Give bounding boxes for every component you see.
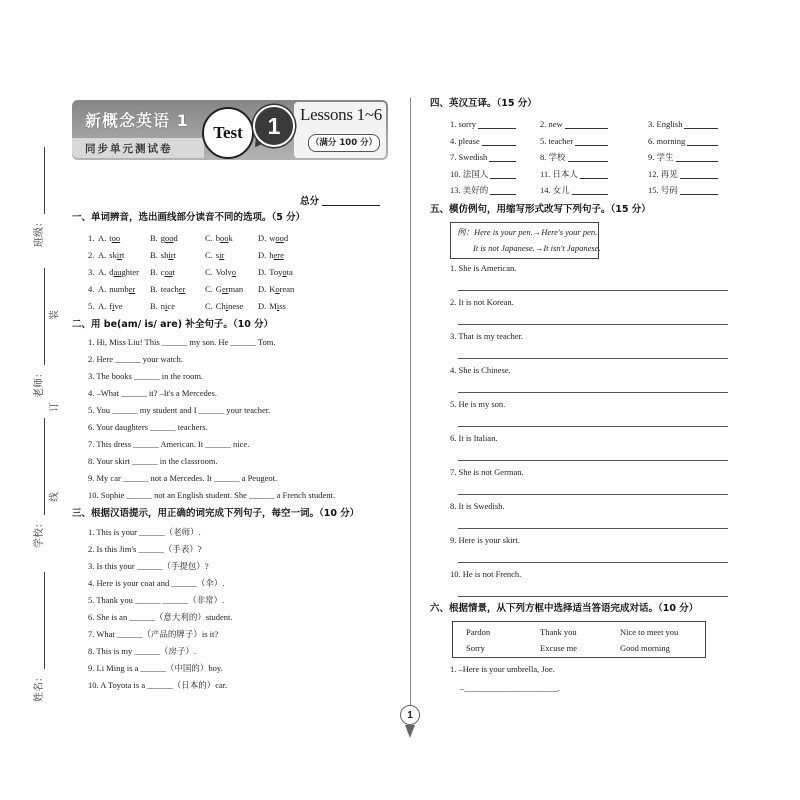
choice-word-end: t: [172, 267, 175, 277]
choice-word-start: c: [160, 267, 165, 277]
underlined-letters: ir: [168, 250, 174, 260]
translation-prompt: 12. 再见: [648, 168, 678, 179]
rewrite-item: [450, 294, 728, 328]
section-6-answer-box: [452, 621, 706, 658]
page-number: 1: [400, 705, 420, 725]
answer-blank: [489, 150, 516, 162]
translation-item: [648, 182, 718, 198]
section-5-example-box: [450, 222, 599, 259]
answer-blank: [580, 167, 608, 179]
question-item: 1. Hi, Miss Liu! This ______ my son. He ______ Tom.: [88, 337, 276, 347]
rewrite-item: [450, 498, 728, 532]
answer-line: [458, 528, 728, 529]
choice-word-end: d: [173, 233, 178, 243]
question-number: 2.: [88, 250, 95, 260]
translation-item: [450, 166, 516, 182]
phonics-row: [72, 230, 388, 247]
choice-word-start: G: [215, 284, 222, 294]
underlined-letters: i: [112, 301, 115, 311]
question-item: 6. Your daughters ______ teachers.: [88, 422, 208, 432]
choice-letter: B.: [150, 301, 158, 311]
choice-word-start: n: [160, 301, 166, 311]
underlined-letters: er: [221, 284, 229, 294]
rewrite-sentence: 5. He is my son.: [450, 399, 506, 409]
answer-blank: [572, 183, 608, 195]
choice-option: [98, 264, 139, 281]
total-score-label: 总分: [300, 196, 320, 207]
school-label: 学校：: [34, 518, 45, 548]
choice-option: [205, 264, 236, 281]
question-item: 8. Your skirt ______ in the classroom.: [88, 456, 218, 466]
section-3-questions: [88, 524, 233, 694]
section-5-questions: [450, 260, 728, 600]
choice-letter: A.: [98, 233, 107, 243]
answer-option: Sorry: [466, 643, 485, 653]
translation-prompt: 9. 学生: [648, 152, 674, 162]
question-item: 7. This dress ______ American. It ______ nice.: [88, 439, 250, 449]
answer-blank: [680, 183, 718, 195]
choice-option: [98, 247, 124, 264]
question-item: 10. A Toyota is a ______（日本的）car.: [88, 680, 228, 690]
question-item: 6. She is an ______（意大利的）student.: [88, 612, 233, 622]
binding-mark-ding: 订: [49, 402, 60, 412]
choice-option: [150, 264, 175, 281]
name-line: [34, 572, 45, 669]
translation-item: [450, 133, 516, 149]
rewrite-item: [450, 464, 728, 498]
choice-word-start: s: [215, 250, 220, 260]
answer-blank: [478, 117, 516, 129]
answer-blank: [684, 117, 718, 129]
underlined-letters: oa: [164, 267, 173, 277]
answer-line: [458, 562, 728, 563]
title-banner: [72, 100, 388, 160]
choice-letter: D.: [258, 250, 267, 260]
answer-option: Thank you: [540, 627, 577, 637]
answer-line: [458, 426, 728, 427]
test-badge: Test: [202, 107, 254, 159]
question-item: 1. This is your ______（老师）.: [88, 527, 201, 537]
choice-option: [150, 247, 176, 264]
choice-option: [98, 230, 120, 247]
section-1-questions: [72, 230, 388, 315]
question-item: 9. Li Ming is a ______（中国的）boy.: [88, 663, 223, 673]
answer-line: [458, 358, 728, 359]
choice-option: [258, 230, 288, 247]
choice-letter: C.: [205, 284, 213, 294]
choice-word-end: ghter: [121, 267, 140, 277]
translation-item: [540, 149, 608, 165]
rewrite-item: [450, 328, 728, 362]
underlined-letters: i: [276, 301, 280, 311]
underlined-letters: o: [275, 284, 280, 294]
translation-item: [648, 116, 718, 132]
teacher-line: [34, 268, 45, 365]
rewrite-item: [450, 362, 728, 396]
rewrite-sentence: 8. It is Swedish.: [450, 501, 505, 511]
underlined-letters: i: [225, 301, 229, 311]
rewrite-sentence: 3. That is my teacher.: [450, 331, 524, 341]
translation-item: [450, 149, 516, 165]
choice-word-end: k: [228, 233, 233, 243]
underlined-letters: ir: [116, 250, 123, 260]
answer-blank: [490, 167, 516, 179]
translation-item: [450, 182, 516, 198]
choice-word-start: numb: [109, 284, 129, 294]
choice-option: [258, 298, 286, 315]
choice-word-end: rean: [279, 284, 295, 294]
rewrite-sentence: 2. It is not Korean.: [450, 297, 514, 307]
question-item: 3. Is this your ______（手提包）?: [88, 561, 209, 571]
rewrite-sentence: 1. She is American.: [450, 263, 517, 273]
choice-option: [98, 281, 135, 298]
choice-letter: B.: [150, 267, 158, 277]
class-line: [34, 147, 45, 214]
answer-line: [458, 392, 728, 393]
translation-item: [540, 133, 608, 149]
choice-word-start: teach: [160, 284, 179, 294]
answer-option: Nice to meet you: [620, 627, 679, 637]
phonics-row: [72, 247, 388, 264]
binding-mark-zhuang: 装: [49, 310, 60, 320]
section-2-title: 二、用 be(am/ is/ are) 补全句子。（10 分）: [72, 319, 274, 330]
choice-word-start: w: [269, 233, 276, 243]
page-pin-icon: [405, 725, 415, 738]
choice-option: [205, 298, 243, 315]
rewrite-sentence: 4. She is Chinese.: [450, 365, 511, 375]
choice-option: [258, 264, 293, 281]
phonics-row: [72, 281, 388, 298]
choice-word-start: d: [109, 267, 114, 277]
translation-prompt: 1. sorry: [450, 119, 476, 129]
answer-line: [458, 290, 728, 291]
choice-word-end: ve: [114, 301, 123, 311]
phonics-row: [72, 298, 388, 315]
question-item: 4. –What ______ it? –It's a Mercedes.: [88, 388, 217, 398]
class-label: 班级：: [34, 217, 45, 247]
teacher-field: [31, 268, 45, 398]
choice-letter: A.: [98, 267, 107, 277]
column-divider: [410, 98, 411, 706]
answer-blank: [575, 134, 608, 146]
rewrite-sentence: 6. It is Italian.: [450, 433, 498, 443]
choice-letter: C.: [205, 233, 213, 243]
section-5-title: 五、模仿例句，用缩写形式改写下列句子。（15 分）: [430, 204, 651, 215]
translation-item: [540, 182, 608, 198]
question-number: 3.: [88, 267, 95, 277]
section-6-title: 六、根据情景，从下列方框中选择适当答语完成对话。（10 分）: [430, 603, 699, 614]
translation-prompt: 10. 法国人: [450, 168, 489, 179]
question-item: 8. This is my ______（房子）.: [88, 646, 196, 656]
dialog-line-1: 1. –Here is your umbrella, Joe.: [450, 664, 555, 674]
underlined-letters: au: [113, 267, 122, 277]
section-4-title: 四、英汉互译。（15 分）: [430, 98, 537, 109]
choice-letter: A.: [98, 250, 107, 260]
choice-word-start: Volv: [215, 267, 232, 277]
choice-letter: B.: [150, 250, 158, 260]
question-item: 5. Thank you ______ ______（非常）.: [88, 595, 225, 605]
choice-letter: B.: [150, 233, 158, 243]
choice-option: [205, 281, 243, 298]
dialog-line-2: –______________________.: [460, 683, 560, 693]
choice-word-start: b: [215, 233, 221, 243]
translation-item: [450, 116, 516, 132]
answer-blank: [687, 134, 718, 146]
choice-word-end: ta: [286, 267, 293, 277]
question-number: 1.: [88, 233, 95, 243]
choice-letter: D.: [258, 267, 267, 277]
choice-option: [258, 281, 294, 298]
teacher-label: 老师：: [34, 368, 45, 398]
choice-option: [150, 298, 175, 315]
section-2-questions: [88, 334, 335, 504]
translation-prompt: 8. 学校: [540, 152, 566, 162]
translation-item: [648, 133, 718, 149]
choice-word-end: t: [122, 250, 125, 260]
translation-prompt: 3. English: [648, 119, 683, 129]
choice-word-end: d: [283, 233, 289, 243]
choice-word-start: Ch: [215, 301, 226, 311]
underlined-letters: oo: [111, 233, 121, 243]
series-title: 新概念英语 1: [85, 111, 189, 130]
choice-word-start: Toy: [269, 267, 283, 277]
underlined-letters: o: [282, 267, 287, 277]
choice-word-end: t: [173, 250, 176, 260]
choice-letter: D.: [258, 284, 267, 294]
translation-item: [540, 166, 608, 182]
question-item: 10. Sophie ______ not an English student. She ______ a French student.: [88, 490, 335, 500]
example-line-1: 例：Here is your pen.→Here's your pen.: [457, 227, 598, 237]
name-field: [31, 572, 45, 702]
full-score-badge: （满分 100 分）: [308, 134, 380, 152]
translation-prompt: 13. 美好的: [450, 185, 489, 195]
underlined-letters: er: [178, 284, 186, 294]
choice-letter: A.: [98, 284, 107, 294]
rewrite-item: [450, 260, 728, 294]
underlined-letters: i: [165, 301, 168, 311]
rewrite-item: [450, 396, 728, 430]
class-field: [31, 147, 45, 247]
question-item: 2. Is this Jim's ______（手表）?: [88, 544, 202, 554]
answer-blank: [676, 150, 718, 162]
translation-item: [540, 116, 608, 132]
choice-letter: D.: [258, 301, 267, 311]
answer-blank: [680, 167, 718, 179]
underlined-letters: er: [128, 284, 136, 294]
question-number: 5.: [88, 301, 95, 311]
series-subtitle: 同步单元测试卷: [85, 143, 173, 155]
choice-letter: C.: [205, 301, 213, 311]
section-1-title: 一、单词辨音，选出画线部分读音不同的选项。（5 分）: [72, 212, 306, 223]
choice-option: [150, 281, 185, 298]
lessons-range: Lessons 1~6: [300, 105, 382, 124]
question-item: 3. The books ______ in the room.: [88, 371, 204, 381]
choice-word-start: sh: [160, 250, 169, 260]
test-number-badge: 1: [253, 105, 295, 147]
choice-option: [205, 247, 224, 264]
choice-word-start: M: [269, 301, 277, 311]
rewrite-item: [450, 532, 728, 566]
example-line-2: It is not Japanese.→It isn't Japanese.: [473, 243, 601, 253]
choice-option: [150, 230, 178, 247]
choice-option: [258, 247, 284, 264]
answer-blank: [568, 150, 608, 162]
answer-line: [458, 324, 728, 325]
choice-word-start: t: [109, 233, 112, 243]
translation-prompt: 2. new: [540, 119, 563, 129]
name-label: 姓名：: [34, 672, 45, 702]
answer-line: [458, 494, 728, 495]
choice-word-end: ce: [167, 301, 175, 311]
choice-letter: B.: [150, 284, 158, 294]
answer-option: Good morning: [620, 643, 670, 653]
question-number: 4.: [88, 284, 95, 294]
translation-item: [648, 149, 718, 165]
translation-prompt: 14. 女儿: [540, 185, 570, 195]
translation-prompt: 11. 日本人: [540, 168, 578, 179]
translation-prompt: 4. please: [450, 135, 480, 146]
choice-letter: A.: [98, 301, 107, 311]
section-3-title: 三、根据汉语提示，用正确的词完成下列句子，每空一词。（10 分）: [72, 508, 360, 519]
question-item: 7. What ______（产品的牌子）is it?: [88, 629, 219, 639]
choice-word-start: g: [160, 233, 166, 243]
choice-option: [205, 230, 233, 247]
question-item: 2. Here ______ your watch.: [88, 354, 183, 364]
choice-word-start: f: [109, 301, 113, 311]
underlined-letters: oo: [220, 233, 229, 243]
answer-option: Excuse me: [540, 643, 578, 653]
translation-item: [648, 166, 718, 182]
rewrite-sentence: 10. He is not French.: [450, 569, 522, 579]
phonics-row: [72, 264, 388, 281]
question-item: 4. Here is your coat and ______（伞）.: [88, 578, 225, 588]
school-field: [31, 418, 45, 548]
translation-prompt: 7. Swedish: [450, 152, 488, 162]
underlined-letters: oo: [165, 233, 174, 243]
answer-blank: [565, 117, 608, 129]
question-item: 9. My car ______ not a Mercedes. It ______ a Peugeot.: [88, 473, 278, 483]
section-4-questions: [450, 116, 730, 200]
answer-blank: [490, 183, 516, 195]
translation-prompt: 6. morning: [648, 135, 686, 146]
choice-letter: C.: [205, 267, 213, 277]
question-item: 5. You ______ my student and I ______ your teacher.: [88, 405, 271, 415]
choice-word-start: sk: [109, 250, 117, 260]
choice-letter: C.: [205, 250, 213, 260]
answer-line: [458, 460, 728, 461]
choice-word-end: ss: [279, 301, 286, 311]
underlined-letters: ir: [219, 250, 225, 260]
choice-word-end: nese: [228, 301, 244, 311]
choice-word-end: man: [228, 284, 244, 294]
answer-line: [458, 596, 728, 597]
binding-mark-xian: 线: [49, 492, 60, 502]
school-line: [34, 418, 45, 515]
choice-word-start: K: [269, 284, 276, 294]
answer-blank: [482, 134, 516, 146]
underlined-letters: oo: [275, 233, 284, 243]
rewrite-sentence: 9. Here is your skirt.: [450, 535, 520, 545]
rewrite-item: [450, 430, 728, 464]
translation-prompt: 15. 号码: [648, 185, 678, 195]
answer-option: Pardon: [466, 627, 491, 637]
choice-word-start: h: [269, 250, 274, 260]
choice-letter: D.: [258, 233, 267, 243]
choice-option: [98, 298, 123, 315]
rewrite-sentence: 7. She is not German.: [450, 467, 524, 477]
underlined-letters: ere: [273, 250, 284, 260]
rewrite-item: [450, 566, 728, 600]
total-score-line: [322, 205, 380, 206]
translation-prompt: 5. teacher: [540, 135, 574, 146]
underlined-letters: o: [231, 267, 236, 277]
